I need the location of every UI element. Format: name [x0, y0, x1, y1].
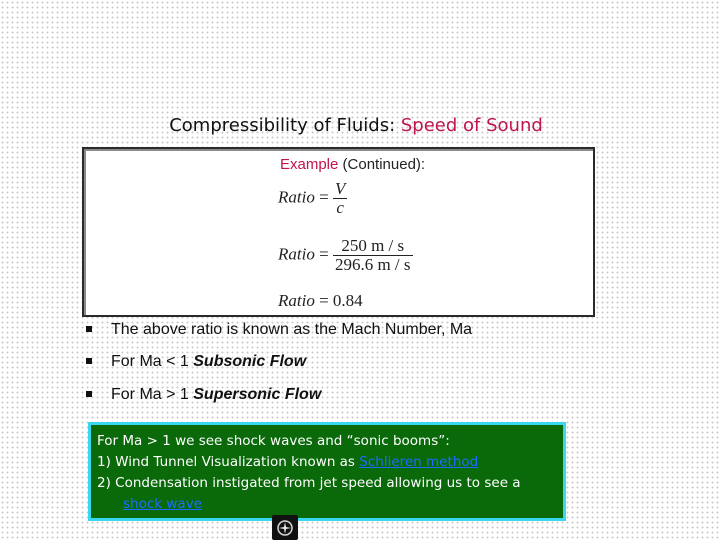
media-play-icon-graphic — [276, 519, 294, 537]
eq3-lhs: Ratio — [278, 291, 315, 310]
equation-ratio-result — [278, 291, 363, 311]
eq1-fraction — [333, 180, 347, 217]
media-play-icon[interactable] — [272, 515, 298, 540]
example-heading-accent: Example — [280, 156, 339, 173]
bullet-text: The above ratio is known as the Mach Number, Ma — [111, 321, 473, 338]
example-box — [82, 147, 595, 317]
equation-ratio-values — [278, 237, 413, 274]
title-prefix: Compressibility of Fluids: — [169, 115, 401, 136]
bullet-marker — [86, 358, 92, 364]
eq3-result: = 0.84 — [314, 291, 363, 310]
example-heading-rest: (Continued): — [338, 156, 426, 173]
eq1-equals: = — [314, 187, 333, 207]
eq1-lhs: Ratio — [278, 187, 315, 207]
bullet-text — [111, 353, 306, 371]
title-accent: Speed of Sound — [400, 115, 543, 136]
equation-ratio-definition — [278, 180, 347, 217]
eq1-numerator: V — [334, 179, 346, 198]
eq2-denominator: 296.6 m / s — [334, 254, 411, 274]
bullet-marker — [86, 391, 92, 397]
bullet-emphasis: Supersonic Flow — [193, 386, 322, 403]
bullet-prefix: For Ma > 1 — [111, 386, 194, 403]
note-line-4 — [97, 494, 555, 515]
example-heading — [280, 156, 425, 173]
note-line-2 — [97, 452, 555, 473]
schlieren-method-link[interactable]: Schlieren method — [359, 454, 479, 470]
eq2-fraction — [333, 237, 413, 274]
bullet-text — [111, 386, 321, 404]
note-line-3: 2) Condensation instigated from jet speed allowing us to see a — [97, 475, 521, 491]
eq2-equals: = — [314, 244, 333, 264]
bullet-prefix: For Ma < 1 — [111, 353, 194, 370]
note-line-1: For Ma > 1 we see shock waves and “sonic booms”: — [97, 433, 450, 449]
eq1-denominator: c — [333, 198, 347, 217]
bullet-marker — [86, 326, 92, 332]
shock-wave-link[interactable]: shock wave — [123, 496, 202, 512]
eq2-numerator: 250 m / s — [341, 236, 405, 255]
shock-wave-note-box — [88, 422, 566, 521]
eq2-lhs: Ratio — [278, 244, 315, 264]
bullet-emphasis: Subsonic Flow — [193, 353, 307, 370]
slide-title — [0, 115, 712, 136]
note-line-2-text: 1) Wind Tunnel Visualization known as — [97, 454, 360, 470]
